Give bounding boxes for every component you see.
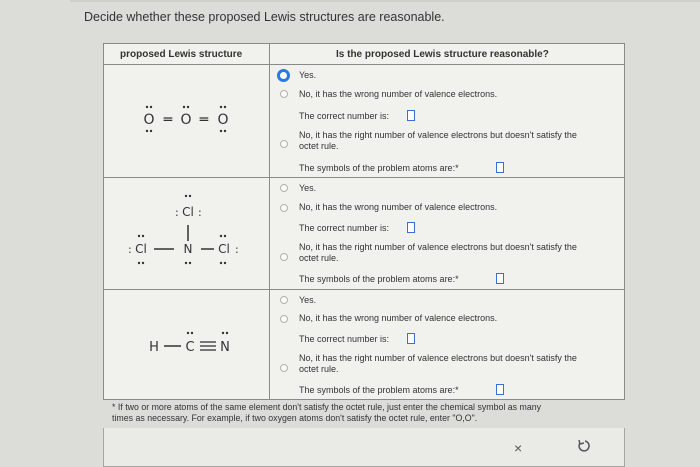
hcn-n-atom: N	[220, 340, 230, 355]
row1-symbols-input[interactable]	[496, 162, 504, 173]
row3-yes-label: Yes.	[299, 295, 317, 305]
ozone-atom-2: O	[180, 112, 192, 128]
footnote-line-1: * If two or more atoms of the same element don't satisfy the octet rule, just enter the chemical symbol as many	[112, 402, 542, 412]
row2-wrong-valence-label: No, it has the wrong number of valence electrons.	[299, 202, 498, 212]
row3-correct-number-input[interactable]	[407, 333, 415, 344]
footnote-line-2: times as necessary. For example, if two oxygen atoms don't satisfy the octet rule, enter "O,O".	[112, 413, 478, 423]
row2-octet-label-2: octet rule.	[299, 253, 339, 263]
ozone-bond-1: ═	[163, 112, 173, 128]
row1-wrong-valence-label: No, it has the wrong number of valence electrons.	[299, 89, 498, 99]
row3-correct-number-label: The correct number is:	[299, 334, 390, 344]
row2-symbols-label: The symbols of the problem atoms are:*	[299, 274, 459, 284]
row3-wrong-valence-label: No, it has the wrong number of valence electrons.	[299, 313, 498, 323]
ozone-atom-3: O	[217, 112, 229, 128]
row3-octet-label-2: octet rule.	[299, 364, 339, 374]
row1-yes-label: Yes.	[299, 70, 317, 80]
table-header	[104, 44, 624, 65]
cl-top-atom: Cl	[182, 205, 194, 219]
hcn-c-atom: C	[185, 340, 195, 355]
undo-icon[interactable]	[576, 438, 592, 454]
row2-wrong-valence-radio[interactable]	[280, 204, 288, 212]
question-text: Decide whether these proposed Lewis structures are reasonable.	[84, 10, 445, 24]
row1-wrong-valence-radio[interactable]	[280, 90, 288, 98]
cl-top-left-pair: :	[175, 206, 179, 219]
structure-hcn	[104, 324, 269, 364]
row-divider-2	[104, 289, 624, 290]
lewis-table	[103, 43, 625, 400]
cl-top-right-pair: :	[198, 206, 202, 219]
n-center-atom: N	[183, 242, 193, 256]
row2-symbols-input[interactable]	[496, 273, 504, 284]
structure-ozone	[104, 102, 269, 142]
row1-octet-label-2: octet rule.	[299, 141, 339, 151]
cl-left-atom: Cl	[135, 242, 147, 256]
row3-symbols-label: The symbols of the problem atoms are:*	[299, 385, 459, 395]
row3-wrong-valence-radio[interactable]	[280, 315, 288, 323]
row3-octet-label-1: No, it has the right number of valence electrons but doesn't satisfy the	[299, 353, 577, 363]
row-divider-1	[104, 177, 624, 178]
ozone-atom-1: O	[143, 112, 155, 128]
row1-correct-number-input[interactable]	[407, 110, 415, 121]
row1-octet-label-1: No, it has the right number of valence electrons but doesn't satisfy the	[299, 130, 577, 140]
clear-button[interactable]: ×	[514, 440, 523, 456]
hcn-lewis-drawing	[104, 324, 269, 364]
row2-yes-radio[interactable]	[280, 184, 288, 192]
cl-right-pair: :	[235, 243, 239, 256]
cl-right-atom: Cl	[218, 242, 230, 256]
top-divider	[70, 0, 700, 2]
row2-octet-radio[interactable]	[280, 253, 288, 261]
row2-correct-number-label: The correct number is:	[299, 223, 390, 233]
hcn-h-atom: H	[149, 340, 159, 355]
row1-correct-number-label: The correct number is:	[299, 111, 390, 121]
column-divider	[269, 44, 270, 399]
row2-correct-number-input[interactable]	[407, 222, 415, 233]
row2-octet-label-1: No, it has the right number of valence electrons but doesn't satisfy the	[299, 242, 577, 252]
footnote	[112, 402, 622, 424]
ncl3-lewis-drawing	[104, 189, 269, 279]
row1-symbols-label: The symbols of the problem atoms are:*	[299, 163, 459, 173]
row3-symbols-input[interactable]	[496, 384, 504, 395]
row1-octet-radio[interactable]	[280, 140, 288, 148]
ozone-lewis-drawing	[104, 102, 269, 142]
structure-ncl3	[104, 189, 269, 279]
header-reasonable: Is the proposed Lewis structure reasonable?	[336, 49, 549, 60]
row3-yes-radio[interactable]	[280, 296, 288, 304]
row1-yes-radio[interactable]	[277, 69, 290, 82]
row2-yes-label: Yes.	[299, 183, 317, 193]
action-bar	[103, 428, 625, 467]
cl-left-pair: :	[128, 243, 132, 256]
ozone-bond-2: ═	[199, 112, 209, 128]
header-proposed-structure: proposed Lewis structure	[120, 49, 243, 60]
row3-octet-radio[interactable]	[280, 364, 288, 372]
